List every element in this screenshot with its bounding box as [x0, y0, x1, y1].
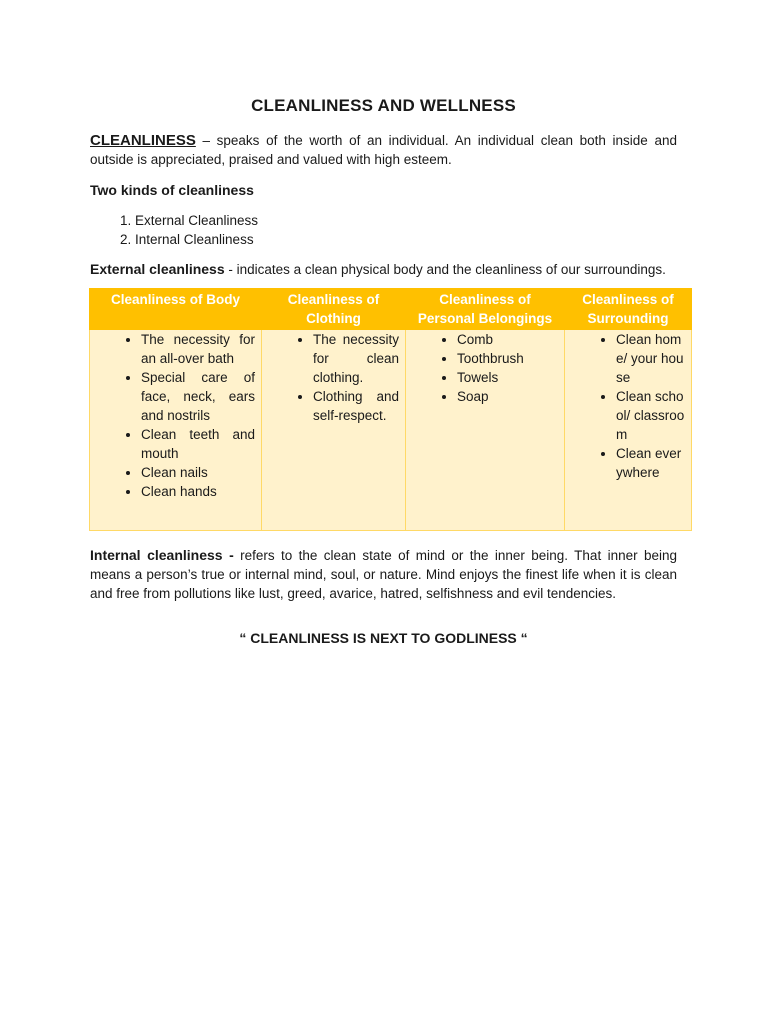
- list-item: • Clean everywhere: [616, 444, 685, 482]
- table-header-belongings: Cleanliness of Personal Belongings: [406, 289, 565, 330]
- kinds-heading: Two kinds of cleanliness: [90, 182, 254, 198]
- document-title: CLEANLINESS AND WELLNESS: [251, 96, 516, 115]
- list-item: • Special care of face, neck, ears and nostrils: [141, 368, 255, 425]
- table-header-clothing: Cleanliness of Clothing: [262, 289, 406, 330]
- external-paragraph: [90, 260, 677, 279]
- intro-term: CLEANLINESS: [90, 132, 196, 149]
- closing-quote: “ CLEANLINESS IS NEXT TO GODLINESS “: [239, 630, 528, 646]
- table-header-surrounding: Cleanliness of Surrounding: [565, 289, 692, 330]
- list-item: • Clean nails: [141, 463, 255, 482]
- clothing-list: [262, 330, 399, 425]
- belongings-list: [406, 330, 558, 406]
- kinds-list: [90, 211, 258, 249]
- external-term: External cleanliness: [90, 261, 225, 277]
- kinds-list-item: 2. Internal Cleanliness: [135, 230, 258, 249]
- cleanliness-table: [89, 288, 692, 531]
- list-item: • Clothing and self-respect.: [313, 387, 399, 425]
- intro-paragraph: [90, 131, 677, 169]
- table-header-body: Cleanliness of Body: [90, 289, 262, 330]
- internal-term: Internal cleanliness -: [90, 547, 234, 563]
- list-item: • Clean home/ your house: [616, 330, 685, 387]
- list-item: • The necessity for clean clothing.: [313, 330, 399, 387]
- table-header-row: [90, 289, 692, 330]
- list-item: • Towels: [457, 368, 558, 387]
- intro-text: – speaks of the worth of an individual. An individual clean both inside and outside is appreciated, praised and valued with high esteem.: [90, 133, 677, 167]
- kinds-list-item: 1. External Cleanliness: [135, 211, 258, 230]
- list-item: • The necessity for an all-over bath: [141, 330, 255, 368]
- list-item: • Clean teeth and mouth: [141, 425, 255, 463]
- surrounding-list: [565, 330, 685, 482]
- list-item: • Comb: [457, 330, 558, 349]
- table-cell-body: [90, 330, 262, 531]
- table-cell-clothing: [262, 330, 406, 531]
- list-item: • Clean hands: [141, 482, 255, 501]
- table-cell-belongings: [406, 330, 565, 531]
- list-item: • Clean school/ classroom: [616, 387, 685, 444]
- table-row: [90, 330, 692, 531]
- list-item: • Toothbrush: [457, 349, 558, 368]
- body-list: [90, 330, 255, 501]
- table-cell-surrounding: [565, 330, 692, 531]
- external-text: - indicates a clean physical body and the cleanliness of our surroundings.: [224, 262, 666, 277]
- internal-paragraph: [90, 546, 677, 603]
- list-item: • Soap: [457, 387, 558, 406]
- internal-text: refers to the clean state of mind or the inner being. That inner being means a person’s true or internal mind, soul, or nature. Mind enjoys the finest life when it is clean and free from pollutions like lust, greed, avarice, hatred, selfishness and evil tendencies.: [90, 548, 677, 601]
